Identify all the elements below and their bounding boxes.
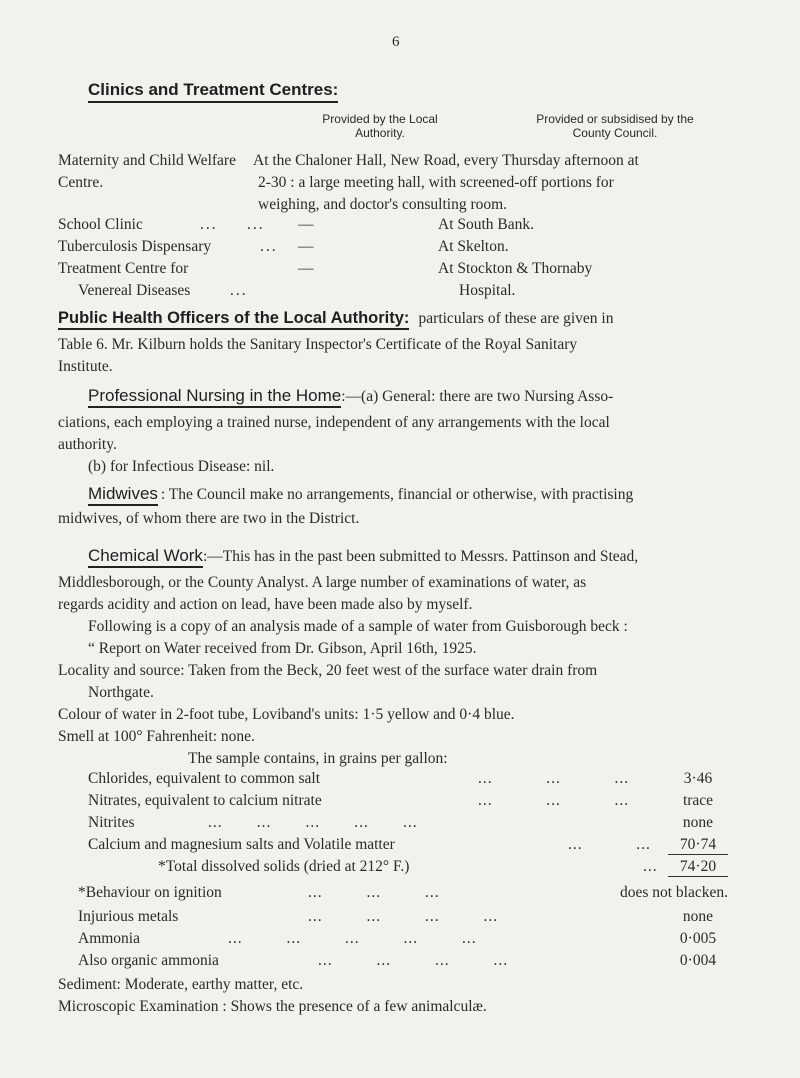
microscopic-text: Microscopic Examination : Shows the presence of a few animalculæ. — [58, 998, 487, 1015]
public-health-text — [58, 334, 577, 378]
chemical-text-line: regards acidity and action on lead, have been made also by myself. — [58, 596, 473, 613]
clinic-row-label: School Clinic — [58, 216, 143, 233]
clinic-row-label: Venereal Diseases — [78, 282, 191, 299]
chemical-text-line: Northgate. — [88, 684, 154, 701]
clinic-row — [58, 238, 758, 260]
analysis-row — [88, 770, 728, 792]
analysis-dots: ... ... ... — [478, 770, 630, 787]
extras-label: *Behaviour on ignition — [78, 884, 222, 901]
analysis-row — [88, 858, 728, 880]
extras-value: 0·005 — [679, 930, 717, 947]
maternity-label-line2: Centre. — [58, 174, 104, 191]
analysis-value: none — [682, 814, 714, 831]
midwives-section — [88, 484, 633, 504]
public-health-text-line: Institute. — [58, 358, 113, 375]
extras-row — [78, 884, 728, 906]
public-health-text-line: Table 6. Mr. Kilburn holds the Sanitary Inspector's Certificate of the Royal Sanitary — [58, 336, 578, 353]
clinic-row — [58, 260, 758, 282]
extras-dots: ... ... ... ... — [318, 952, 509, 969]
page-number: 6 — [392, 34, 400, 50]
analysis-value: 74·20 — [668, 858, 728, 877]
analysis-value: 3·46 — [683, 770, 713, 787]
column-header-county-line1: Provided or subsidised by the — [536, 112, 694, 126]
clinic-row-value: At Skelton. — [438, 238, 509, 255]
clinic-row-dash: — — [298, 238, 314, 255]
extras-row — [78, 930, 728, 952]
chemical-text-line: Middlesborough, or the County Analyst. A large number of examinations of water, as — [58, 574, 587, 591]
extras-label: Ammonia — [78, 930, 140, 947]
clinic-row-dash: — — [298, 216, 314, 233]
clinic-row-value: At South Bank. — [438, 216, 535, 233]
column-header-county-line2: County Council. — [572, 126, 658, 140]
column-header-county — [500, 112, 730, 140]
chemical-text-line: Colour of water in 2-foot tube, Loviband's units: 1·5 yellow and 0·4 blue. — [58, 706, 515, 723]
clinic-row-value: Hospital. — [459, 282, 516, 299]
analysis-label: Nitrites — [88, 814, 135, 831]
maternity-text — [253, 150, 639, 216]
chemical-section — [88, 546, 638, 566]
analysis-value: trace — [682, 792, 714, 809]
chemical-text-line: Smell at 100° Fahrenheit: none. — [58, 728, 255, 745]
chemical-text — [58, 572, 628, 770]
chemical-text-line: Locality and source: Taken from the Beck, 20 feet west of the surface water drain from — [58, 662, 598, 679]
extras-value: does not blacken. — [619, 884, 728, 901]
midwives-heading: Midwives — [88, 484, 158, 506]
analysis-dots: ... ... ... — [478, 792, 630, 809]
public-health-heading: Public Health Officers of the Local Authority: — [58, 309, 409, 330]
analysis-label: Nitrates, equivalent to calcium nitrate — [88, 792, 322, 809]
maternity-label — [58, 150, 236, 194]
maternity-text-line1: At the Chaloner Hall, New Road, every Thursday afternoon at — [253, 152, 639, 169]
clinic-row-label: Treatment Centre for — [58, 260, 189, 277]
nursing-text-line: (b) for Infectious Disease: nil. — [88, 458, 275, 475]
analysis-row — [88, 814, 728, 836]
clinic-row-label: Tuberculosis Dispensary — [58, 238, 212, 255]
clinic-row-dots: ... — [260, 238, 278, 255]
midwives-text-first: : The Council make no arrangements, financial or otherwise, with practising — [160, 486, 634, 503]
maternity-text-line2: 2-30 : a large meeting hall, with screened-off portions for — [258, 174, 614, 191]
chemical-text-line: Following is a copy of an analysis made of a sample of water from Guisborough beck : — [88, 618, 628, 635]
analysis-label: Calcium and magnesium salts and Volatile matter — [88, 836, 395, 853]
column-header-local-line1: Provided by the Local — [322, 112, 438, 126]
extras-dots: ... ... ... — [308, 884, 440, 901]
analysis-dots: ... — [643, 858, 658, 875]
chemical-text-first: :—This has in the past been submitted to Messrs. Pattinson and Stead, — [202, 548, 639, 565]
analysis-dots: ... ... ... ... ... — [208, 814, 418, 831]
extras-dots: ... ... ... ... ... — [228, 930, 477, 947]
analysis-label: *Total dissolved solids (dried at 212° F.) — [158, 858, 410, 875]
chemical-text-line: “ Report on Water received from Dr. Gibson, April 16th, 1925. — [88, 640, 477, 657]
nursing-text-line: ciations, each employing a trained nurse, independent of any arrangements with the local — [58, 414, 610, 431]
extras-row — [78, 952, 728, 974]
column-header-local-line2: Authority. — [355, 126, 405, 140]
analysis-dots: ... ... — [568, 836, 651, 853]
public-health-section — [58, 308, 614, 328]
nursing-text-first: :—(a) General: there are two Nursing Asso- — [341, 388, 614, 405]
midwives-text-line: midwives, of whom there are two in the District. — [58, 510, 360, 527]
nursing-section — [88, 386, 613, 406]
extras-row — [78, 908, 728, 930]
analysis-value: 70·74 — [668, 836, 728, 855]
column-header-local — [300, 112, 460, 140]
midwives-text — [58, 510, 359, 528]
nursing-text-line: authority. — [58, 436, 117, 453]
analysis-row — [88, 792, 728, 814]
analysis-label: Chlorides, equivalent to common salt — [88, 770, 321, 787]
clinic-row-dots: ... — [230, 282, 248, 299]
chemical-text-line: The sample contains, in grains per gallon: — [188, 750, 448, 767]
clinic-row-value: At Stockton & Thornaby — [438, 260, 593, 277]
extras-label: Injurious metals — [78, 908, 179, 925]
maternity-label-line1: Maternity and Child Welfare — [58, 152, 236, 169]
extras-value: none — [682, 908, 714, 925]
clinics-heading: Clinics and Treatment Centres: — [88, 80, 338, 103]
clinic-row-dots: ... ... — [200, 216, 265, 233]
public-health-text-first: particulars of these are given in — [418, 310, 614, 327]
chemical-heading: Chemical Work — [88, 546, 203, 568]
nursing-text — [58, 412, 610, 478]
clinic-row-dash: — — [298, 260, 314, 277]
extras-label: Also organic ammonia — [78, 952, 219, 969]
extras-value: 0·004 — [679, 952, 717, 969]
maternity-text-line3: weighing, and doctor's consulting room. — [258, 196, 508, 213]
analysis-row — [88, 836, 728, 858]
sediment-text: Sediment: Moderate, earthy matter, etc. — [58, 976, 304, 993]
nursing-heading: Professional Nursing in the Home — [88, 386, 341, 408]
clinic-row — [58, 282, 758, 304]
clinic-row — [58, 216, 758, 238]
extras-dots: ... ... ... ... — [308, 908, 499, 925]
